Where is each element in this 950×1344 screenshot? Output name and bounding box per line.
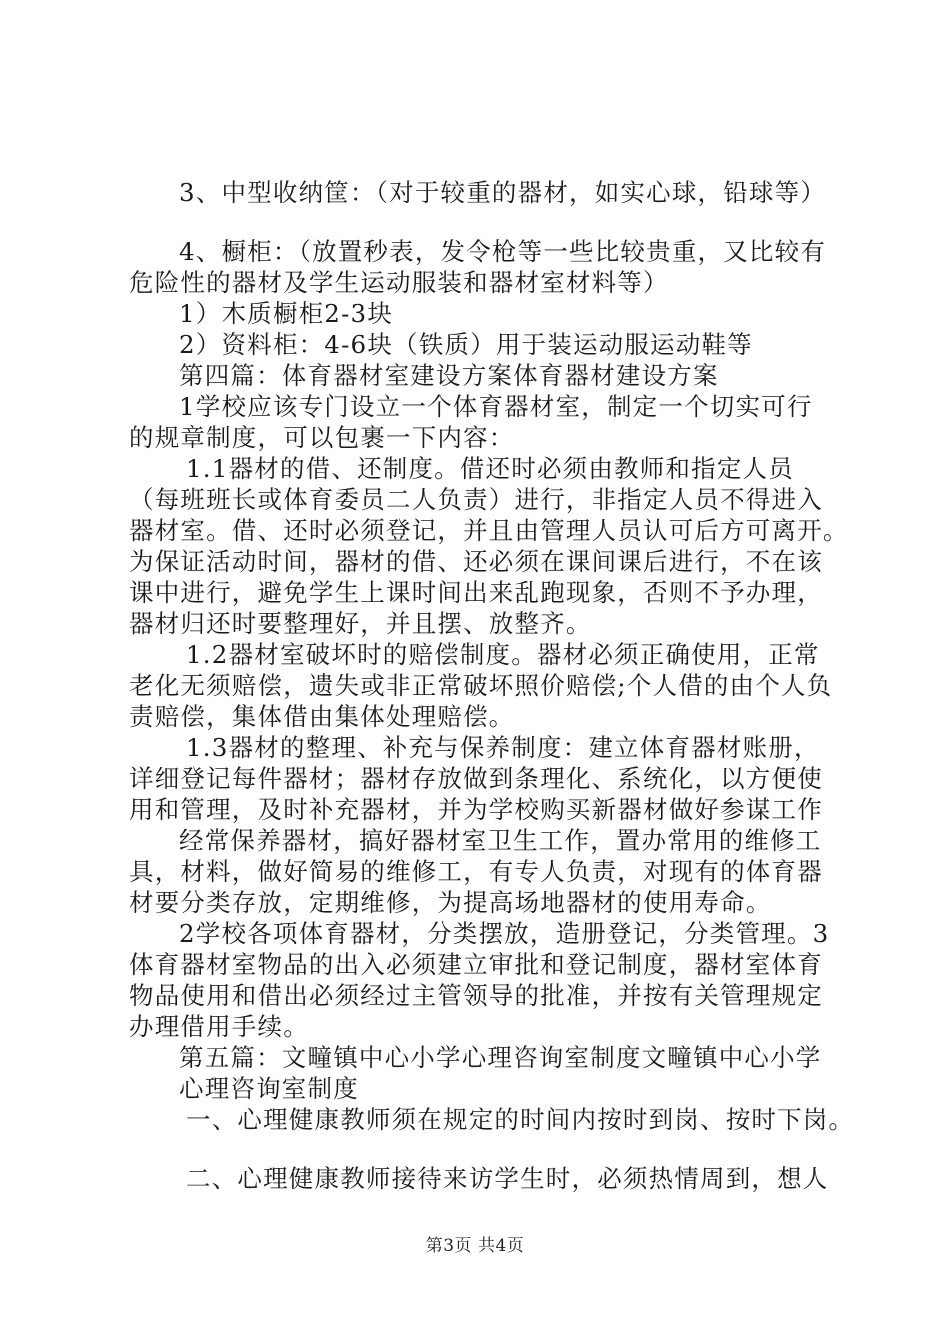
text-line: 材要分类存放，定期维修，为提高场地器材的使用寿命。	[129, 888, 772, 917]
text-line: 课中进行，避免学生上课时间出来乱跑现象，否则不予办理，	[129, 578, 823, 607]
text-line: 经常保养器材，搞好器材室卫生工作，置办常用的维修工	[179, 826, 822, 855]
text-line: （每班班长或体育委员二人负责）进行，非指定人员不得进入	[129, 485, 823, 514]
text-line: 危险性的器材及学生运动服装和器材室材料等）	[129, 268, 669, 297]
text-line: 器材室。借、还时必须登记，并且由管理人员认可后方可离开。	[129, 516, 849, 545]
text-line: 的规章制度，可以包裹一下内容：	[129, 423, 515, 452]
text-line: 2）资料柜：4-6块（铁质）用于装运动服运动鞋等	[179, 330, 753, 359]
text-line: 办理借用手续。	[129, 1012, 309, 1041]
text-line: 一、心理健康教师须在规定的时间内按时到岗、按时下岗。	[186, 1105, 855, 1134]
text-line: 1学校应该专门设立一个体育器材室，制定一个切实可行	[179, 392, 813, 421]
text-line: 责赔偿，集体借由集体处理赔偿。	[129, 702, 515, 731]
text-line: 1.3器材的整理、补充与保养制度：建立体育器材账册，	[186, 733, 820, 762]
text-line: 3、中型收纳筐：（对于较重的器材，如实心球，铅球等）	[179, 178, 827, 207]
text-line: 老化无须赔偿，遗失或非正常破坏照价赔偿;个人借的由个人负	[129, 671, 833, 700]
page-number-footer: 第3页 共4页	[425, 1236, 525, 1256]
text-line: 2学校各项体育器材，分类摆放，造册登记，分类管理。3	[179, 919, 830, 948]
text-line: 具，材料，做好简易的维修工，有专人负责，对现有的体育器	[129, 857, 823, 886]
text-line: 物品使用和借出必须经过主管领导的批准，并按有关管理规定	[129, 981, 823, 1010]
text-line: 1.2器材室破坏时的赔偿制度。器材必须正确使用，正常	[186, 640, 820, 669]
text-line: 4、橱柜：（放置秒表，发令枪等一些比较贵重，又比较有	[179, 237, 827, 266]
text-line: 1.1器材的借、还制度。借还时必须由教师和指定人员	[186, 454, 794, 483]
section-heading: 第四篇：体育器材室建设方案体育器材建设方案	[179, 361, 719, 390]
text-line: 用和管理，及时补充器材，并为学校购买新器材做好参谋工作	[129, 795, 823, 824]
text-line: 二、心理健康教师接待来访学生时，必须热情周到，想人	[186, 1164, 829, 1193]
section-heading: 第五篇：文疃镇中心小学心理咨询室制度文疃镇中心小学	[179, 1043, 822, 1072]
text-line: 器材归还时要整理好，并且摆、放整齐。	[129, 609, 592, 638]
text-line: 详细登记每件器材；器材存放做到条理化、系统化，以方便使	[129, 764, 823, 793]
section-heading: 心理咨询室制度	[179, 1074, 359, 1103]
text-line: 体育器材室物品的出入必须建立审批和登记制度，器材室体育	[129, 950, 823, 979]
text-line: 1）木质橱柜2-3块	[179, 299, 394, 328]
text-line: 为保证活动时间，器材的借、还必须在课间课后进行，不在该	[129, 547, 823, 576]
